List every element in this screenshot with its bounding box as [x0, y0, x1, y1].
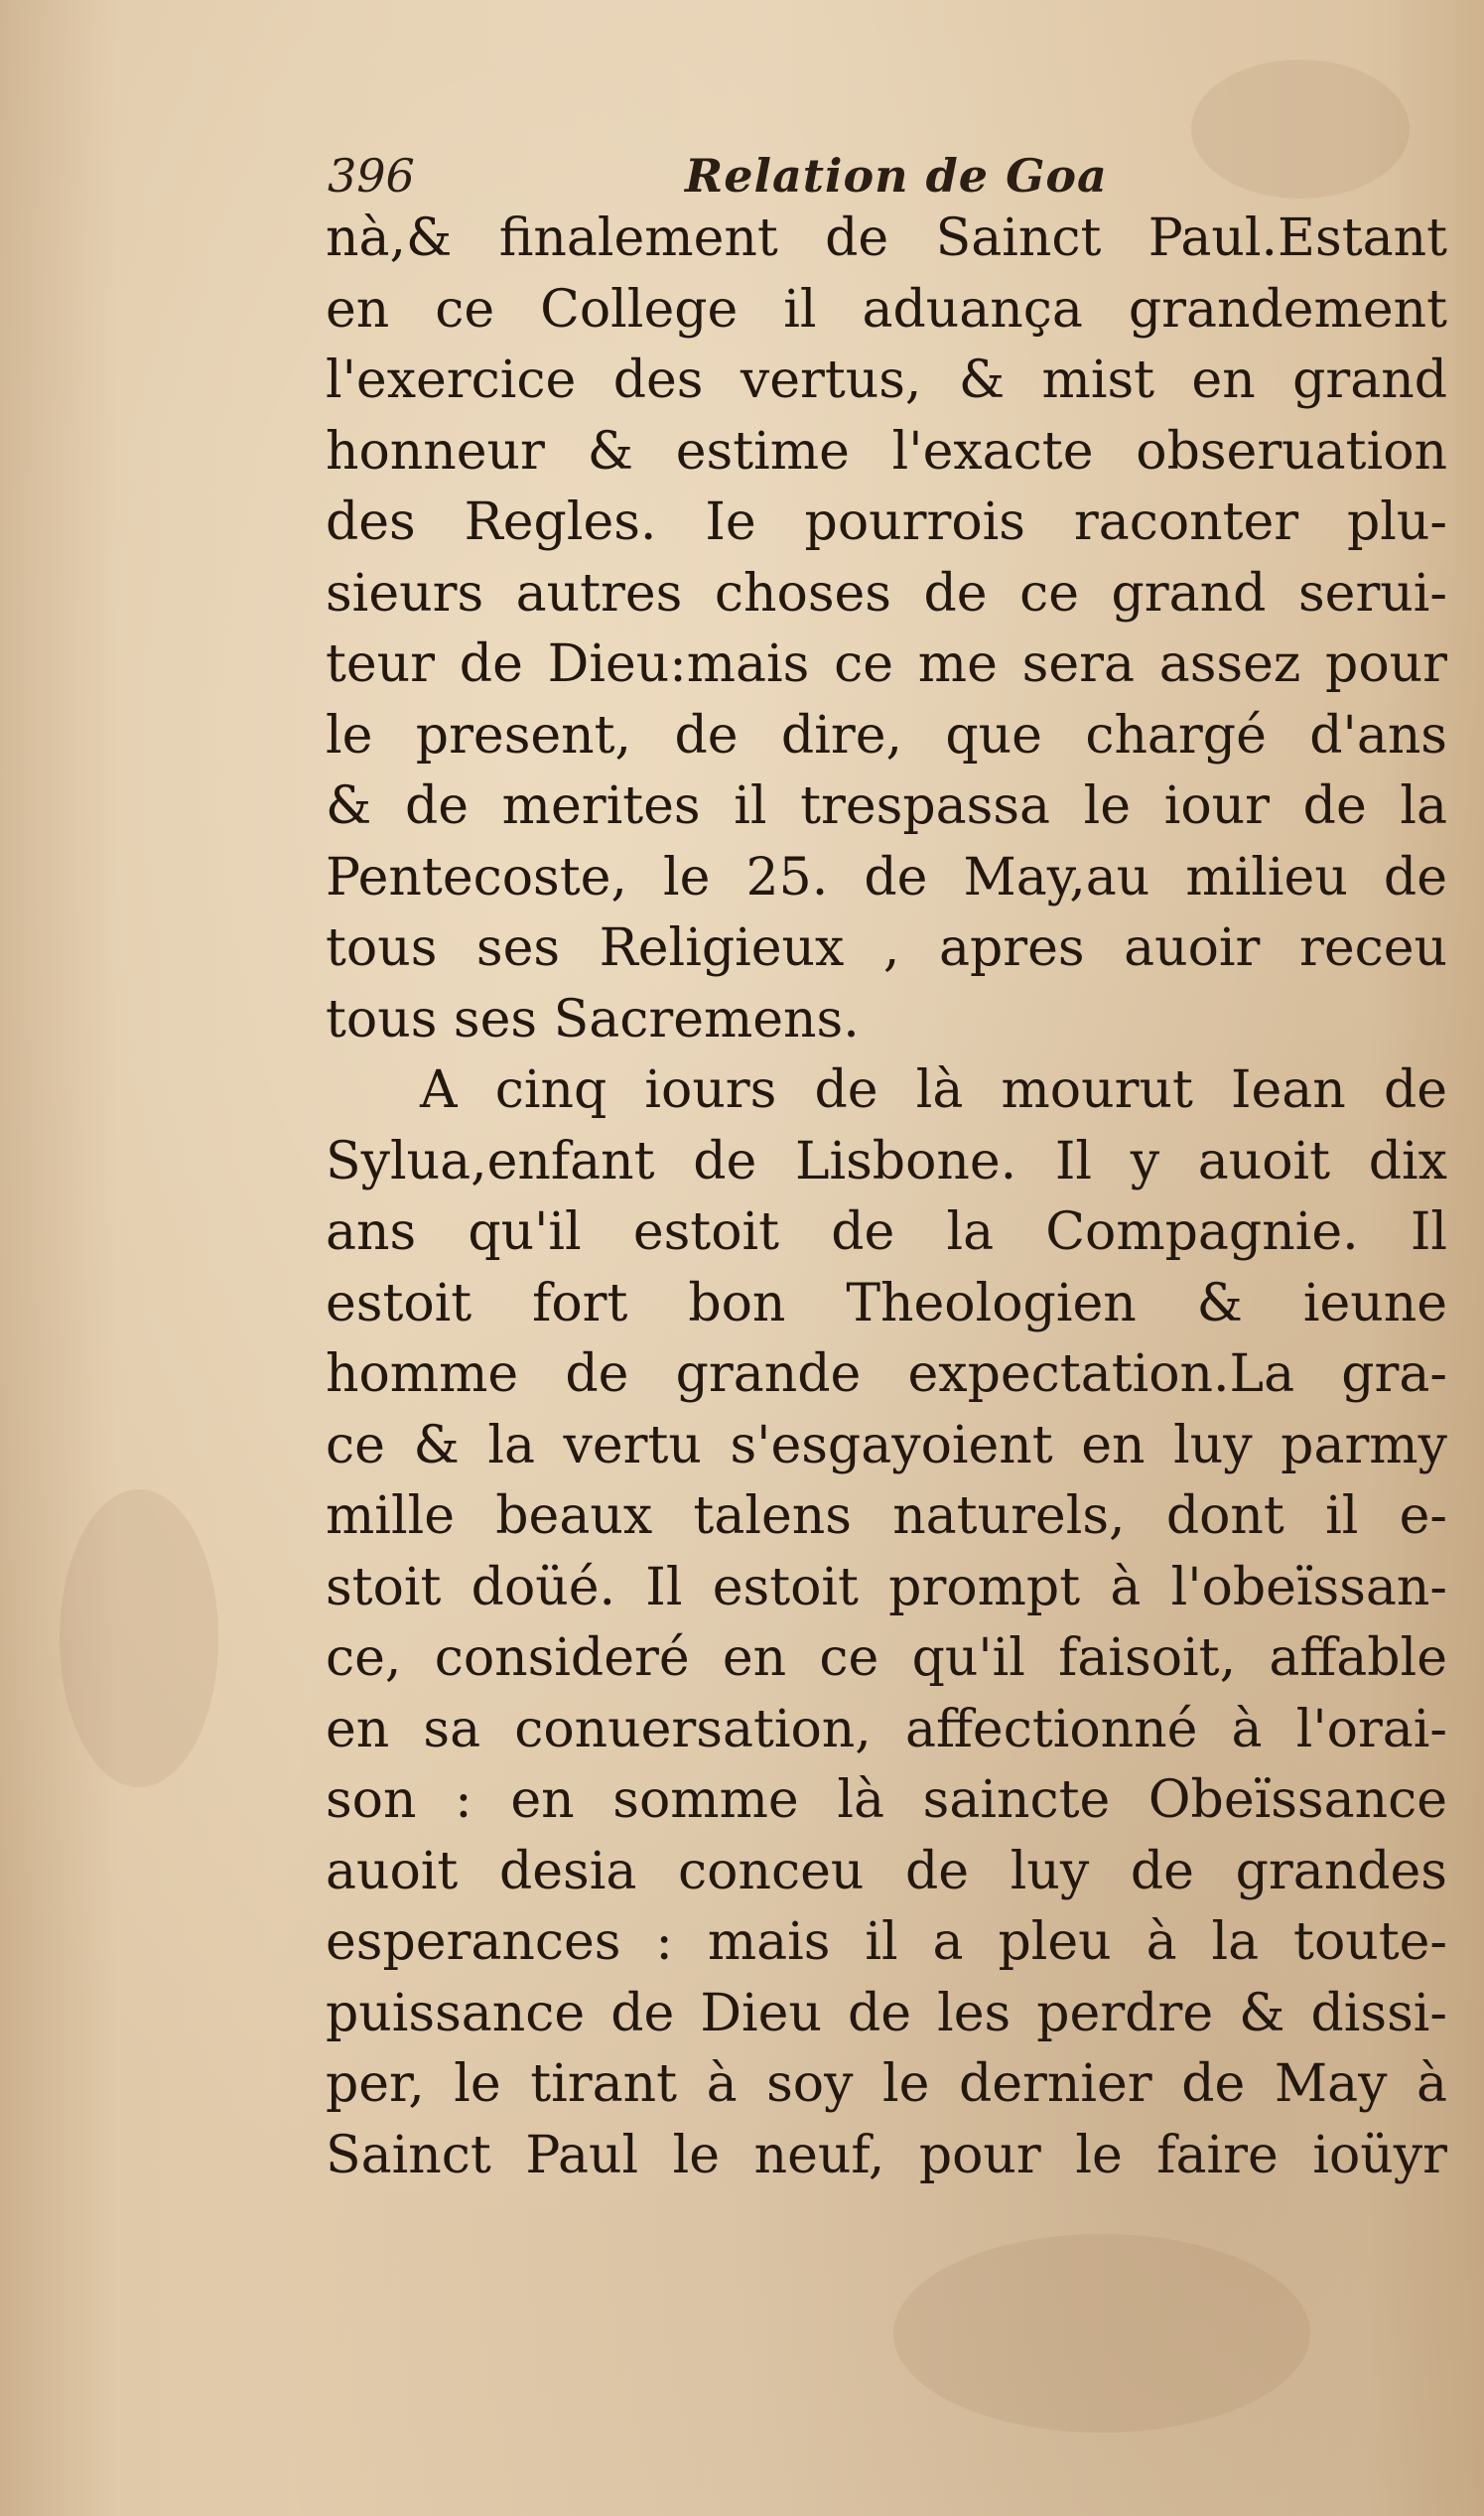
text-line: auoit desia conceu de luy de grandes: [326, 1841, 1447, 1901]
text-line: Pentecoste, le 25. de May,au milieu de: [326, 847, 1447, 908]
paper-stain: [60, 1489, 218, 1787]
text-line: son : en somme là saincte Obeïssance: [326, 1770, 1447, 1830]
text-line: homme de grande expectation.La gra-: [326, 1344, 1447, 1404]
text-line: Sylua,enfant de Lisbone. Il y auoit dix: [326, 1131, 1447, 1191]
text-line: en sa conuersation, affectionné à l'orai-: [326, 1699, 1447, 1759]
text-line: en ce College il aduança grandement: [326, 279, 1447, 340]
text-line: per, le tirant à soy le dernier de May à: [326, 2054, 1447, 2114]
text-line: ce & la vertu s'esgayoient en luy parmy: [326, 1415, 1447, 1475]
text-line: nà,& finalement de Sainct Paul.Estant: [326, 209, 1447, 268]
text-line: des Regles. Ie pourrois raconter plu-: [326, 492, 1447, 552]
text-line: puissance de Dieu de les perdre & dissi-: [326, 1983, 1447, 2043]
text-line: stoit doüé. Il estoit prompt à l'obeïssan-: [326, 1557, 1447, 1617]
text-line: sieurs autres choses de ce grand serui-: [326, 563, 1447, 624]
text-line: mille beaux talens naturels, dont il e-: [326, 1486, 1447, 1546]
paper-stain: [893, 2234, 1310, 2433]
body-text: [326, 204, 1447, 2191]
text-line: honneur & estime l'exacte obseruation: [326, 421, 1447, 482]
text-line: le present, de dire, que chargé d'ans: [326, 705, 1447, 766]
text-line: esperances : mais il a pleu à la toute-: [326, 1912, 1447, 1972]
text-line: ans qu'il estoit de la Compagnie. Il: [326, 1202, 1447, 1262]
text-line: teur de Dieu:mais ce me sera assez pour: [326, 634, 1447, 694]
running-title: Relation de Goa: [685, 149, 1108, 203]
text-line: & de merites il trespassa le iour de la: [326, 776, 1447, 836]
page-number: 396: [328, 149, 415, 203]
text-line: Sainct Paul le neuf, pour le faire ioüyr: [326, 2125, 1447, 2185]
text-line: l'exercice des vertus, & mist en grand: [326, 350, 1447, 410]
text-line: A cinq iours de là mourut Iean de: [420, 1060, 1447, 1120]
text-line: tous ses Religieux , apres auoir receu: [326, 918, 1447, 978]
text-line: estoit fort bon Theologien & ieune: [326, 1273, 1447, 1333]
text-line: ce, consideré en ce qu'il faisoit, affable: [326, 1628, 1447, 1688]
text-line: tous ses Sacremens.: [326, 989, 860, 1049]
